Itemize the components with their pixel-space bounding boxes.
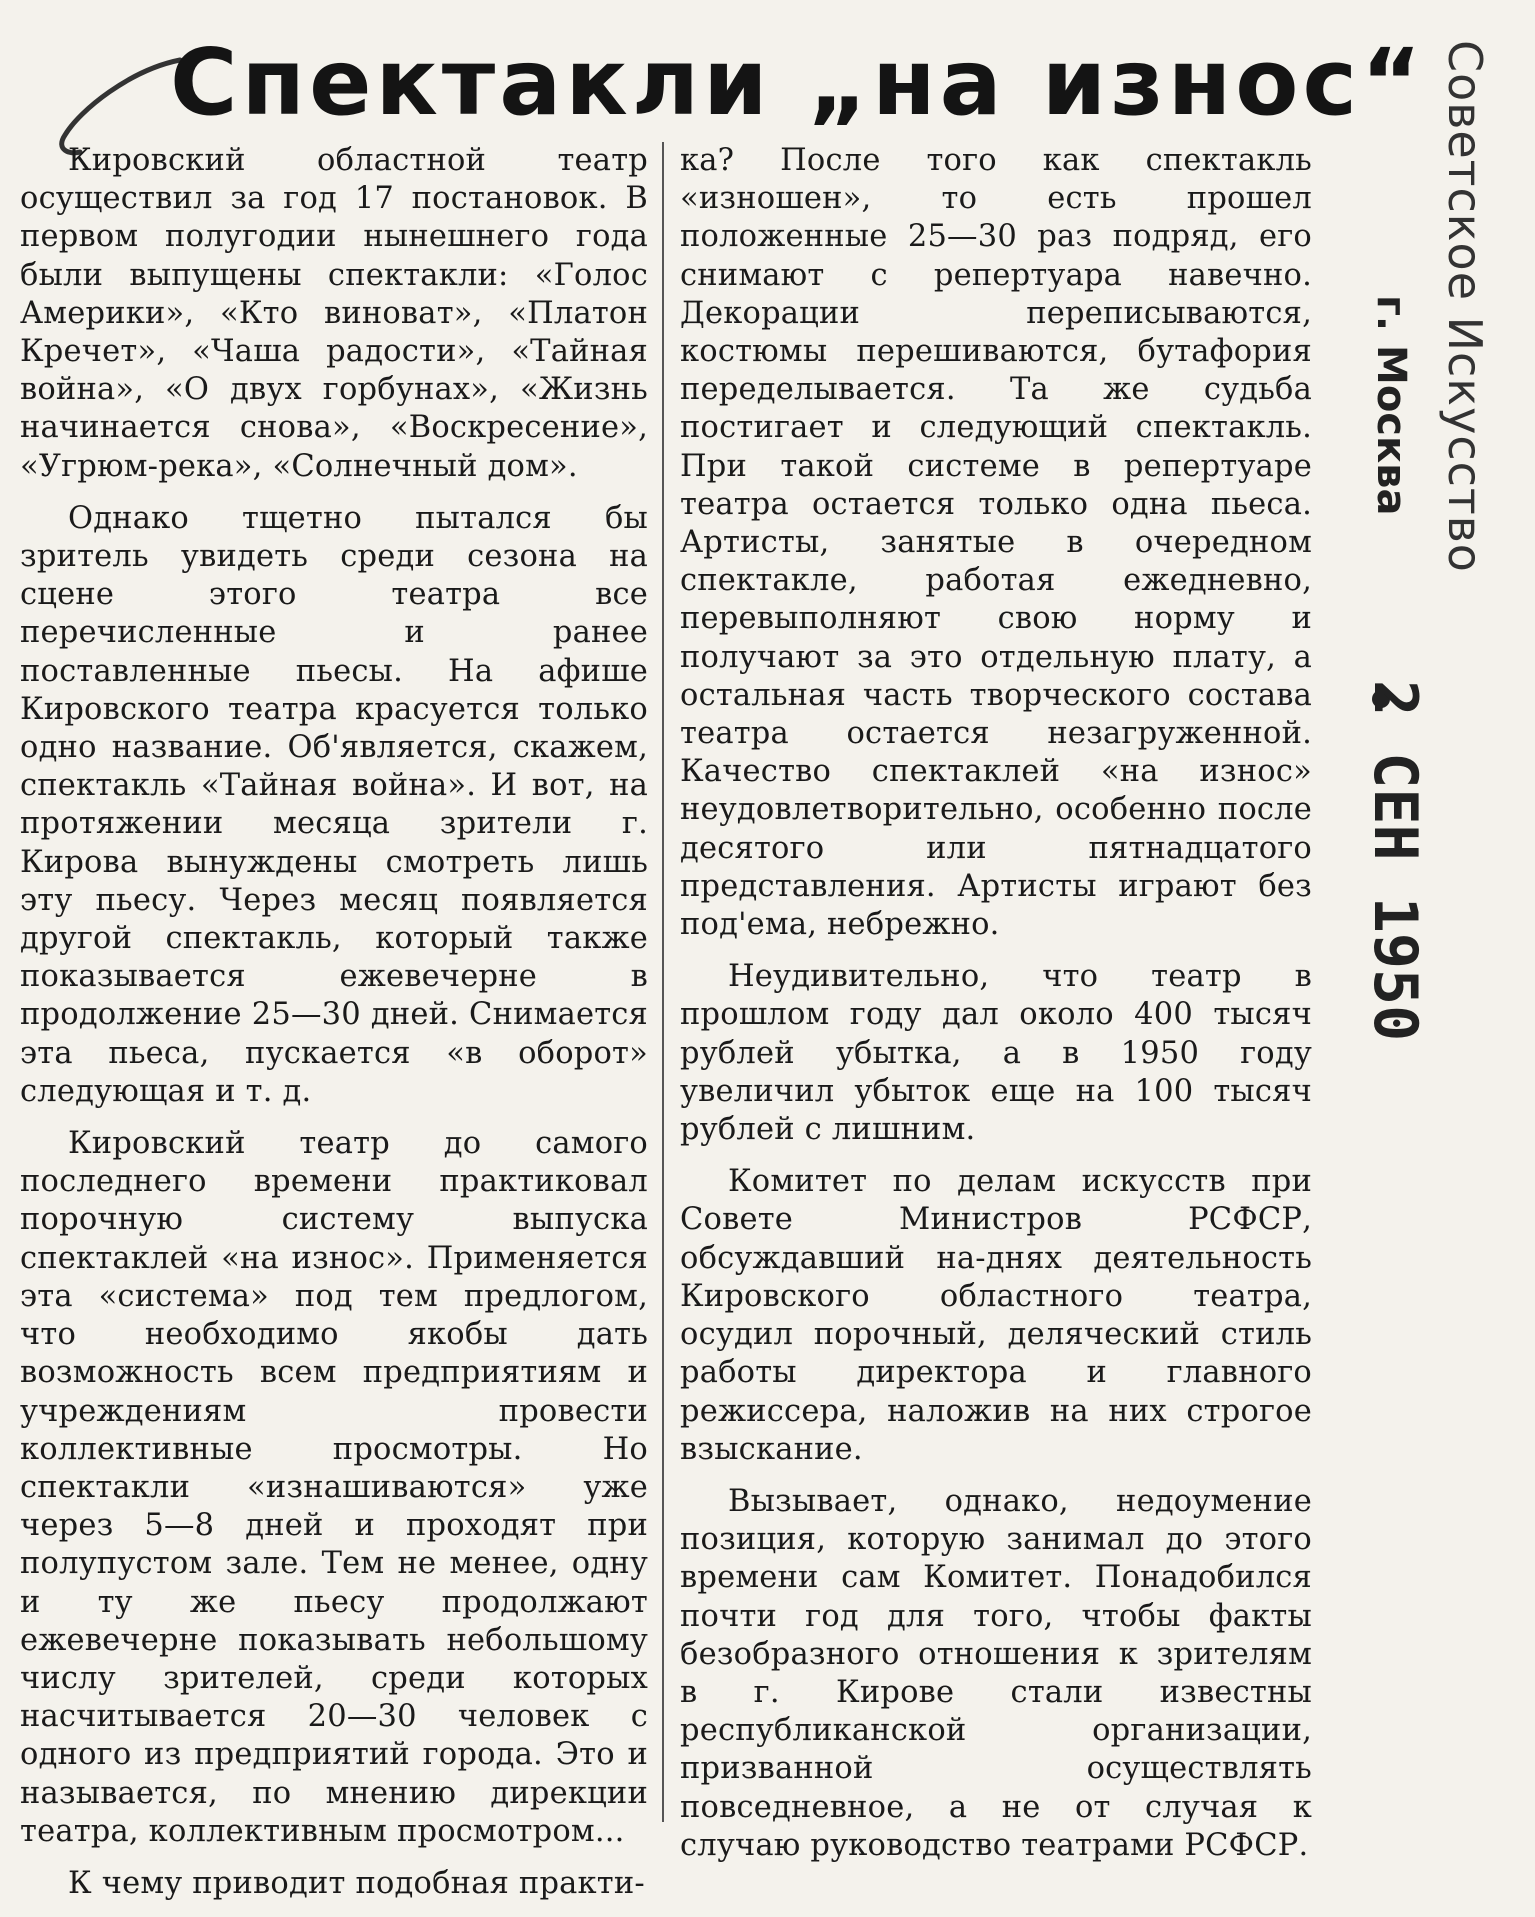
paragraph: Вызывает, однако, недоумение позиция, которую занимал до этого времени сам Комитет. Понадобился почти год для того, чтобы факты безобразного отношения к зрителям в г. Кирове стали известны республиканской организации, призванной осуществлять повседневное, а не от случая к случаю руководство театрами РСФСР. [680,1483,1312,1863]
paragraph: Однако тщетно пытался бы зритель увидеть среди сезона на сцене этого театра все перечисленные и ранее поставленные пьесы. На афише Кировского театра красуется только одно название. Об'является, скажем, спектакль «Тайная война». И вот, на протяжении месяца зрители г. Кирова вынуждены смотреть лишь эту пьесу. Через месяц появляется другой спектакль, который также показывается ежевечерне в продолжение 25—30 дней. Снимается эта пьеса, пускается «в оборот» следующая и т. д. [20,500,648,1109]
left-column [20,142,648,1917]
paragraph: Кировский театр до самого последнего времени практиковал порочную систему выпуска спектаклей «на износ». Применяется эта «система» под тем предлогом, что необходимо якобы дать возможность всем предприятиям и учреждениям провести коллективные просмотры. Но спектакли «изнашиваются» уже через 5—8 дней и проходят при полупустом зале. Тем не менее, одну и ту же пьесу продолжают ежевечерне показывать небольшому числу зрителей, среди которых насчитывается 20—30 человек с одного из предприятий города. Это и называется, по мнению дирекции театра, коллективным просмотром... [20,1126,648,1849]
publication-date: 2 СЕН 1950 [1360,680,1430,1042]
paragraph: ка? После того как спектакль «изношен», то есть прошел положенные 25—30 раз подряд, его снимают с репертуара навечно. Декорации переписываются, костюмы перешиваются, бутафория переделывается. Та же судьба постигает и следующий спектакль. При такой системе в репертуаре театра остается только одна пьеса. Артисты, занятые в очередном спектакле, работая ежедневно, перевыполняют свою норму и получают за это отдельную плату, а остальная часть творческого состава театра остается незагруженной. Качество спектаклей «на износ» неудовлетворительно, особенно после десятого или пятнадцатого представления. Артисты играют без под'ема, небрежно. [680,143,1312,943]
article-title: Спектакли „на износ“ [170,29,1426,136]
publication-name: Советское Искусство [1438,40,1492,573]
column-divider [662,142,664,1822]
right-column [680,142,1312,1879]
paragraph: Неудивительно, что театр в прошлом году дал около 400 тысяч рублей убытка, а в 1950 году увеличил убыток еще на 100 тысяч рублей с лишним. [680,959,1312,1148]
publication-city: г. Москва [1368,295,1414,516]
paragraph: Комитет по делам искусств при Совете Министров РСФСР, обсуждавший на-днях деятельность Кировского областного театра, осудил порочный, делячеcкий стиль работы директора и главного режиссера, наложив на них строгое взыскание. [680,1164,1312,1467]
paragraph: Кировский областной театр осуществил за год 17 постановок. В первом полугодии нынешнего года были выпущены спектакли: «Голос Америки», «Кто виноват», «Платон Кречет», «Чаша радости», «Тайная война», «О двух горбунах», «Жизнь начинается снова», «Воскресение», «Угрюм-река», «Солнечный дом». [20,143,648,484]
paragraph: К чему приводит подобная практи- [68,1865,645,1901]
source-stamp [1350,40,1500,1040]
